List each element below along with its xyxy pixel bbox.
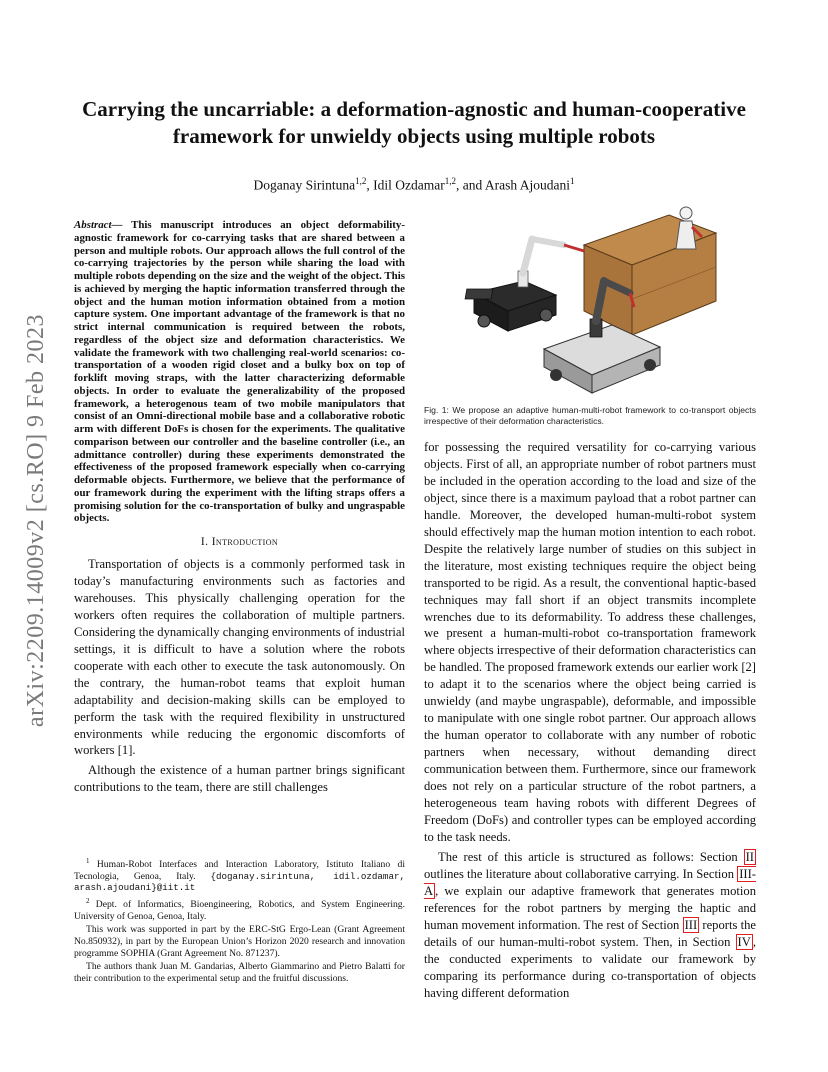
paragraph: Although the existence of a human partner brings significant contributions to the team, there are still challenges [74, 763, 405, 795]
right-column-text [424, 439, 756, 1001]
author-separator: , [366, 177, 374, 193]
figure-1 [424, 203, 756, 399]
author-separator: , and [455, 177, 485, 193]
section-number: I. [200, 536, 212, 548]
left-column [74, 219, 405, 796]
abstract [74, 219, 405, 525]
footnote-funding: This work was supported in part by the ERC-StG Ergo-Lean (Grant Agreement No.850932), in part by the European Union’s Horizon 2020 research and innovation programme SOPHIA (Grant Agreement No. 871237). [74, 924, 405, 959]
section-link-iii[interactable]: III [684, 917, 698, 932]
author-name: Doganay Sirintuna [253, 177, 356, 193]
author-affiliation: 1 [569, 176, 575, 186]
section-link-iii-a[interactable]: III-A [424, 866, 756, 898]
author-list [80, 172, 748, 195]
introduction-text [74, 556, 405, 796]
paragraph: for possessing the required versatility for co-carrying various objects. First of all, an appropriate number of robot partners must be included in the operation according to the load and size of the object, since there is a maximum payload that a robot partner can handle. Moreover, the developed human-multi-robot system should effectively map the human motion intention to each robot. Despite the relatively large number of studies on this subject in the literature, most existing techniques require the object being transported to be rigid. As a result, the conventional haptic-based techniques may fall short if an object transmits incomplete wrenches due to its deformability. To address these challenges, we present a human-multi-robot co-transportation framework where objects irrespective of their deformation characteristics can be handled. The proposed framework extends our earlier work [2] to adapt it to the scenarios where the object being carried is unwieldy (and maybe ungraspable), deformable, and impossible to manipulate with one single robot partner. Our approach allows the human operator to collaborate with any number of robotic partners when necessary, without demanding direct communication between them. Furthermore, since our framework does not rely on a particular structure of the robot partners, a heterogeneous team having robots with different Degrees of Freedom (DoFs) and controller types can be employed according to the task needs. [424, 440, 756, 844]
robots-carrying-box-illustration [424, 203, 756, 399]
section-link-iv[interactable]: IV [737, 934, 751, 949]
author-affiliation: 1,2 [355, 176, 367, 186]
figure-caption: Fig. 1: We propose an adaptive human-multi-robot framework to co-transport objects irrespective of their deformation characteristics. [424, 405, 756, 426]
paragraph-outline: The rest of this article is structured as follows: Section II outlines the literature about collaborative carrying. In Section III-A , we explain our adaptive framework that generates motion references for the robot partners by merging the haptic and human movement information. The rest of Section III reports the details of our human-multi-robot system. Then, in Section IV , the conducted experiments to validate our framework by comparing its performance during co-transportation of objects having different deformation [424, 849, 757, 1000]
author-name: Idil Ozdamar [373, 177, 445, 193]
section-link-ii[interactable]: II [745, 849, 754, 864]
abstract-label: Abstract [74, 219, 112, 231]
footnotes [74, 856, 405, 986]
paragraph: Transportation of objects is a commonly performed task in today’s manufacturing environments such as factories and warehouses. This physically challenging operation for the workers often requires the collaboration of multiple partners. Considering the dynamically changing environments of industrial settings, it is difficult to have a solution where the robots cooperate with each other to execute the task autonomously. On the contrary, the human-robot teams that exploit human adaptability and decision-making skills can be employed to perform the task with the required flexibility in unstructured environments while reducing the ergonomic discomforts of workers [1]. [74, 557, 405, 758]
email-addresses: {doganay.sirintuna, idil.ozdamar, arash.ajoudani}@iit.it [74, 870, 405, 894]
abstract-text: — This manuscript introduces an object deformability-agnostic framework for co-carrying tasks that are shared between a person and multiple robots. Our approach allows the full control of the co-carrying trajectories by the person while sharing the load with multiple robots depending on the size and the weight of the object. This is achieved by merging the haptic information transferred through the object and the human motion information obtained from a motion capture system. One important advantage of the framework is that no strict internal communication is required between the robots, regardless of the object size and deformation characteristics. We validate the framework with two challenging real-world scenarios: co-transportation of a wooden rigid closet and a bulky box on top of forklift moving straps, with the latter characterizing deformable objects. In order to evaluate the generalizability of the proposed framework, a heterogenous team of two mobile manipulators that consist of an Omni-directional mobile base and a collaborative robotic arm with different DoFs is chosen for the experiments. The qualitative comparison between our controller and the baseline controller (i.e., an admittance controller) during these experiments demonstrated the effectiveness of the proposed framework especially when co-carrying deformable objects. Furthermore, we believe that the performance of our framework during the experiment with the lifting straps offers a promising solution for the co-transportation of bulky and ungraspable objects. [74, 219, 405, 525]
section-name: Introduction [211, 536, 279, 548]
arxiv-stamp-text: arXiv:2209.14009v2 [cs.RO] 9 Feb 2023 [23, 313, 50, 727]
author-name: Arash Ajoudani [484, 177, 570, 193]
paper-title: Carrying the uncarriable: a deformation-agnostic and human-cooperative framework for unwieldy objects using multiple robots [82, 97, 746, 148]
footnote-affiliation-1: $^1$ Human-Robot Interfaces and Interaction Laboratory, Istituto Italiano di Tecnologia, Genoa, Italy. {doganay.sirintuna, idil.ozdamar, arash.ajoudani}@iit.it [74, 857, 405, 894]
footnote-affiliation-2: $^2$ Dept. of Informatics, Bioengineering, Robotics, and System Engineering. University of Genoa, Genoa, Italy. [74, 896, 405, 922]
section-heading-introduction [74, 536, 405, 548]
right-column [424, 203, 756, 1001]
footnote-acknowledgement: The authors thank Juan M. Gandarias, Alberto Giammarino and Pietro Balatti for their contribution to the experimental setup and the fruitful discussions. [74, 961, 405, 984]
author-affiliation: 1,2 [444, 176, 456, 186]
arxiv-stamp [22, 290, 52, 750]
